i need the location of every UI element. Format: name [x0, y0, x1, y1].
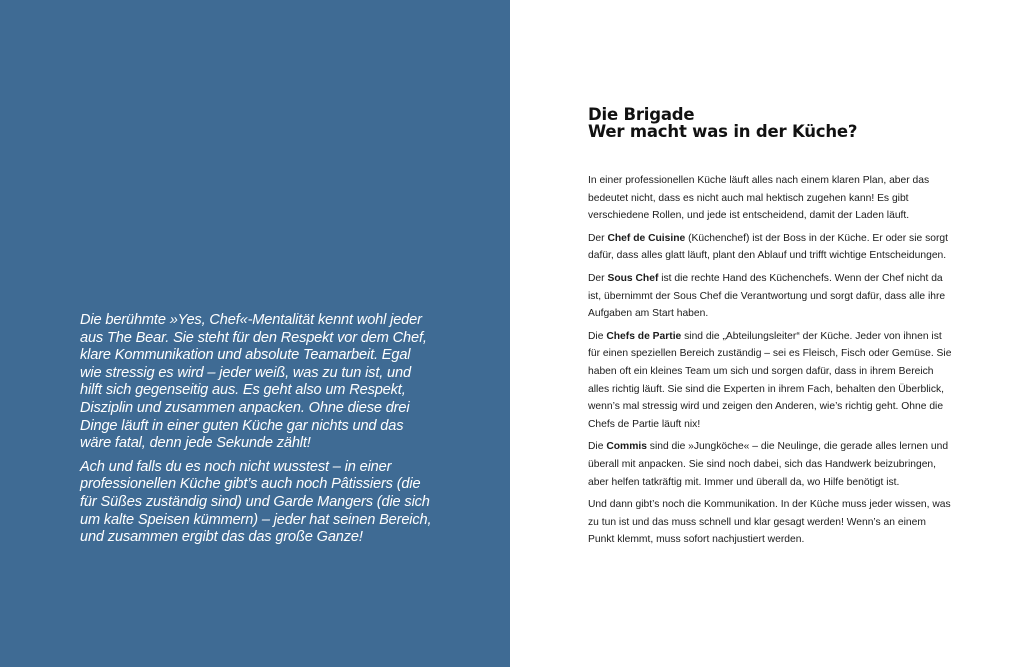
paragraph-text: sind die »Jungköche« – die Neulinge, die gerade alles lernen und überall mit anpacken. Sie sind noch dabei, sich das Handwerk beizubringen, aber helfen tatkräftig mit. Immer und überall da, wo Hilfe benötigt ist. [588, 441, 949, 488]
term-commis: Commis [606, 441, 647, 453]
paragraph-commis [588, 438, 954, 491]
quote-paragraph: Die berühmte »Yes, Chef«-Mentalität kennt wohl jeder aus The Bear. Sie steht für den Respekt vor dem Chef, klare Kommunikation und absolute Teamarbeit. Egal wie stressig es wird – jeder weiß, was zu tun ist, und hilft sich gegenseitig aus. Es geht also um Respekt, Disziplin und zusammen anpacken. Ohne diese drei Dinge läuft in einer guten Küche gar nichts und das wäre fatal, denn jede Sekunde zählt! [80, 312, 427, 452]
paragraph-sous-chef [588, 270, 954, 323]
paragraph-text: Die [588, 441, 607, 453]
term-chefs-de-partie: Chefs de Partie [606, 330, 682, 342]
page-title [588, 106, 968, 140]
paragraph-text: sind die „Abteilungsleiter“ der Küche. Jeder von ihnen ist für einen speziellen Bereich zuständig – sei es Fleisch, Fisch oder Gemüse. Sie haben oft ein kleines Team um sich und sorgen dafür, dass in ihrem Bereich alles richtig läuft. Sie sind die Experten in ihrem Fach, behalten den Überblick, wenn’s mal stressig wird und zeigen den Anderen, wie’s richtig geht. Ohne die Chefs de Partie läuft nix! [588, 330, 952, 430]
paragraph-text: Der [588, 232, 608, 244]
paragraph-text: Der [588, 272, 608, 284]
title-line: Die Brigade [588, 105, 695, 124]
article-body [588, 172, 954, 549]
intro-paragraph: In einer professionellen Küche läuft alles nach einem klaren Plan, aber das bedeutet nicht, dass es nicht auch mal hektisch zugehen kann! Es gibt verschiedene Rollen, und jede ist entscheidend, damit der Laden läuft. [588, 175, 930, 222]
paragraph-text: ist die rechte Hand des Küchenchefs. Wenn der Chef nicht da ist, übernimmt der Sous Chef die Verantwortung und sorgt dafür, dass alle ihre Aufgaben am Start haben. [588, 272, 946, 320]
paragraph-chef-de-cuisine [588, 230, 954, 265]
paragraph-text: (Küchenchef) ist der Boss in der Küche. Er oder sie sorgt dafür, dass alles glatt läuft, plant den Ablauf und trifft wichtige Entscheidungen. [588, 232, 948, 262]
term-sous-chef: Sous Chef [607, 272, 659, 284]
paragraph-chefs-de-partie [588, 328, 954, 434]
subtitle-line: Wer macht was in der Küche? [588, 122, 858, 141]
quote-paragraph: Ach und falls du es noch nicht wusstest – in einer professionellen Küche gibt’s auch noch Pâtissiers (die für Süßes zuständig sind) und Garde Mangers (die sich um kalte Speisen kümmern) – jeder hat seinen Bereich, und zusammen ergibt das das große Ganze! [80, 458, 432, 546]
closing-paragraph: Und dann gibt’s noch die Kommunikation. In der Küche muss jeder wissen, was zu tun ist und das muss schnell und klar gesagt werden! Wenn’s an einem Punkt klemmt, muss sofort nachjustiert werden. [588, 499, 951, 546]
paragraph-text: Die [588, 330, 607, 342]
right-page [510, 0, 1020, 667]
quote-block [80, 312, 432, 547]
term-chef-de-cuisine: Chef de Cuisine [607, 232, 686, 244]
